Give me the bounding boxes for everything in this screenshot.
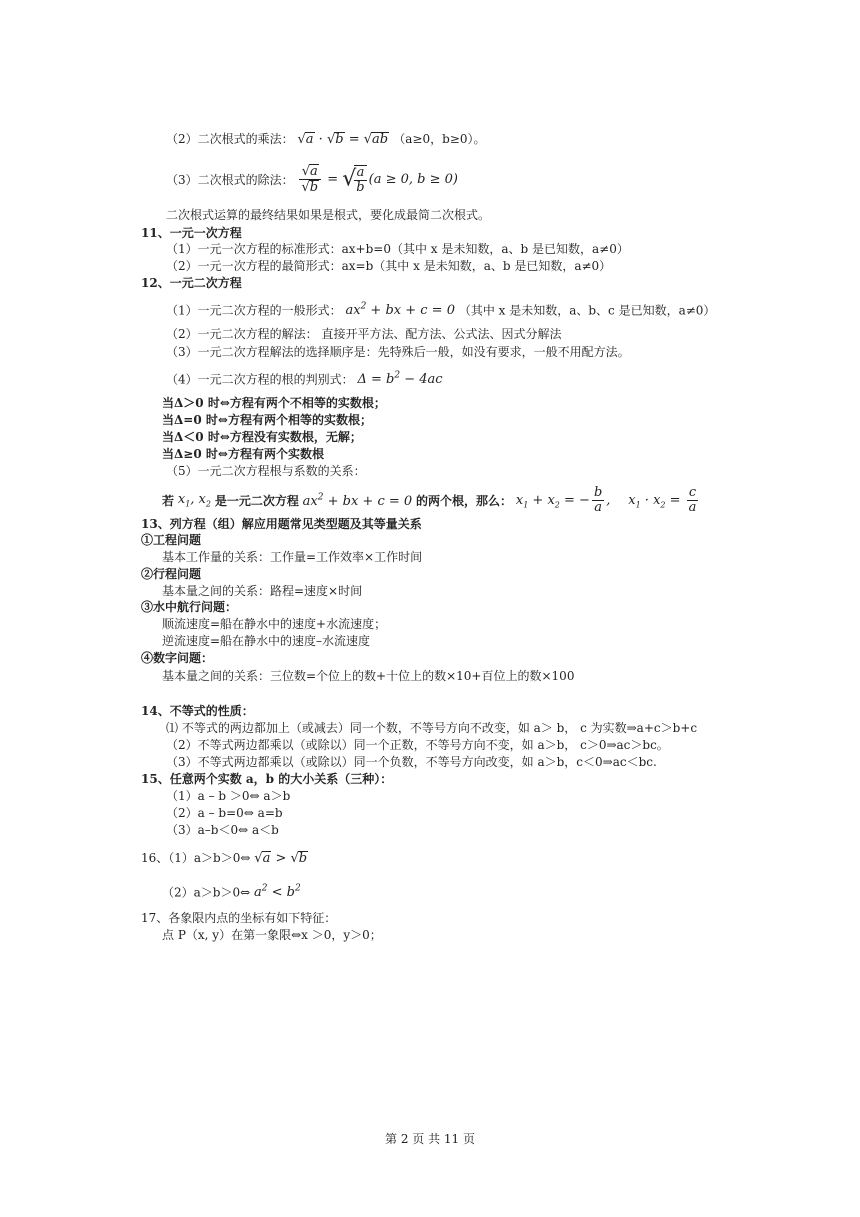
problem-type-1: ①工程问题 (141, 533, 202, 547)
line-14-2: （2）不等式两边都乘以（或除以）同一个正数，不等号方向不变，如 a＞b， c＞0⇒ac＞bc。 (166, 738, 669, 752)
heading-14: 14、不等式的性质： (141, 704, 254, 718)
line-16-2 (162, 885, 301, 899)
problem-type-3: ③水中航行问题： (141, 600, 238, 614)
text: 的两个根，那么： (416, 493, 513, 508)
line-delta-4: 当Δ≥0 时⇔方程有两个实数根 (162, 447, 324, 461)
text: （4）一元二次方程的根的判别式： (166, 372, 354, 387)
formula-16-1: √a > √b (254, 851, 308, 866)
text: （3）二次根式的除法： (166, 172, 294, 187)
line-15-2: （2）a – b=0⇔ a=b (166, 806, 283, 820)
formula-general-form: $ax^2$ + bx + c = 0 (345, 302, 455, 319)
line-12-4 (166, 372, 443, 386)
problem-type-4-detail: 基本量之间的关系：三位数=个位上的数+十位上的数×10+百位上的数×100 (162, 669, 575, 683)
line-11-2: （2）一元一次方程的最简形式：ax=b（其中 x 是未知数，a、b 是已知数，a≠0） (166, 259, 612, 273)
line-15-3: （3）a–b＜0⇔ a＜b (166, 823, 279, 837)
text: 若 (162, 493, 175, 508)
formula-quadratic: $ax^2$ + bx + c = 0 (302, 492, 413, 509)
heading-11: 11、一元一次方程 (141, 226, 242, 240)
text: （a≥0，b≥0）。 (393, 132, 486, 146)
line-vieta (162, 486, 700, 516)
line-12-1 (166, 303, 715, 317)
text: 16、（1）a＞b＞0⇔ (141, 851, 251, 865)
line-sqrt-multiplication (166, 132, 485, 146)
text: （1）一元二次方程的一般形式： (166, 303, 342, 318)
text: （其中 x 是未知数，a、b、c 是已知数，a≠0） (458, 303, 716, 318)
text: （2）a＞b＞0⇔ (162, 885, 251, 900)
line-sqrt-division (166, 164, 458, 196)
problem-type-2-detail: 基本量之间的关系：路程=速度×时间 (162, 584, 363, 598)
line-14-3: （3）不等式两边都乘以（或除以）同一个负数，不等号方向改变，如 a＞b，c＜0⇒ac＜bc. (166, 755, 657, 769)
line-11-1: （1）一元一次方程的标准形式：ax+b=0（其中 x 是未知数，a、b 是已知数，a≠0） (166, 242, 629, 256)
text: 是一元二次方程 (214, 493, 299, 508)
formula-sqrt-division: $\frac{√a}{√b}$ = √ $\frac{a}{b}$ (a ≥ 0, b ≥ 0) (301, 164, 458, 196)
problem-type-4: ④数字问题： (141, 651, 214, 665)
line-delta-3: 当Δ＜0 时⇔方程没有实数根，无解； (162, 430, 362, 444)
formula-product-of-roots: $x_1 \cdot x_2$ = $\frac{c}{a}$ (628, 485, 697, 516)
problem-type-2: ②行程问题 (141, 567, 202, 581)
line-delta-1: 当Δ＞0 时⇔方程有两个不相等的实数根； (162, 396, 386, 410)
formula-roots: $x_1$, $x_2$ (177, 492, 211, 509)
line-17-1: 点 P（x, y）在第一象限⇔x ＞0，y＞0； (162, 928, 382, 942)
line-16-1 (141, 851, 308, 865)
line-12-5: （5）一元二次方程根与系数的关系： (166, 464, 366, 478)
formula-discriminant: $\Delta = b^2 - 4ac$ (357, 371, 443, 388)
formula-sqrt-multiplication: √a · √b = √ab (297, 132, 389, 147)
problem-type-3-detail-2: 逆流速度=船在静水中的速度–水流速度 (162, 634, 371, 648)
problem-type-1-detail: 基本工作量的关系：工作量=工作效率×工作时间 (162, 550, 423, 564)
formula-16-2: $a^2 < b^2$ (254, 884, 301, 901)
line-note: 二次根式运算的最终结果如果是根式，要化成最简二次根式。 (166, 208, 491, 222)
page-number: 第 2 页 共 11 页 (385, 1132, 475, 1146)
formula-sum-of-roots: $x_1 + x_2$ = − $\frac{b}{a}$ , (515, 485, 611, 516)
line-12-2: （2）一元二次方程的解法： 直接开平方法、配方法、公式法、因式分解法 (166, 327, 562, 341)
heading-17: 17、各象限内点的坐标有如下特征： (141, 911, 337, 925)
heading-13: 13、列方程（组）解应用题常见类型题及其等量关系 (141, 517, 422, 531)
line-14-1: ⑴ 不等式的两边都加上（或减去）同一个数，不等号方向不改变，如 a＞ b， c 为实数⇒a+c＞b+c (166, 721, 698, 735)
heading-12: 12、一元二次方程 (141, 276, 242, 290)
text: （2）二次根式的乘法： (166, 132, 294, 146)
line-delta-2: 当Δ=0 时⇔方程有两个相等的实数根； (162, 413, 372, 427)
line-12-3: （3）一元二次方程解法的选择顺序是：先特殊后一般，如没有要求，一般不用配方法。 (166, 345, 630, 359)
problem-type-3-detail-1: 顺流速度=船在静水中的速度+水流速度； (162, 617, 387, 631)
heading-15: 15、任意两个实数 a，b 的大小关系（三种）： (141, 772, 393, 786)
line-15-1: （1）a – b ＞0⇔ a＞b (166, 789, 291, 803)
